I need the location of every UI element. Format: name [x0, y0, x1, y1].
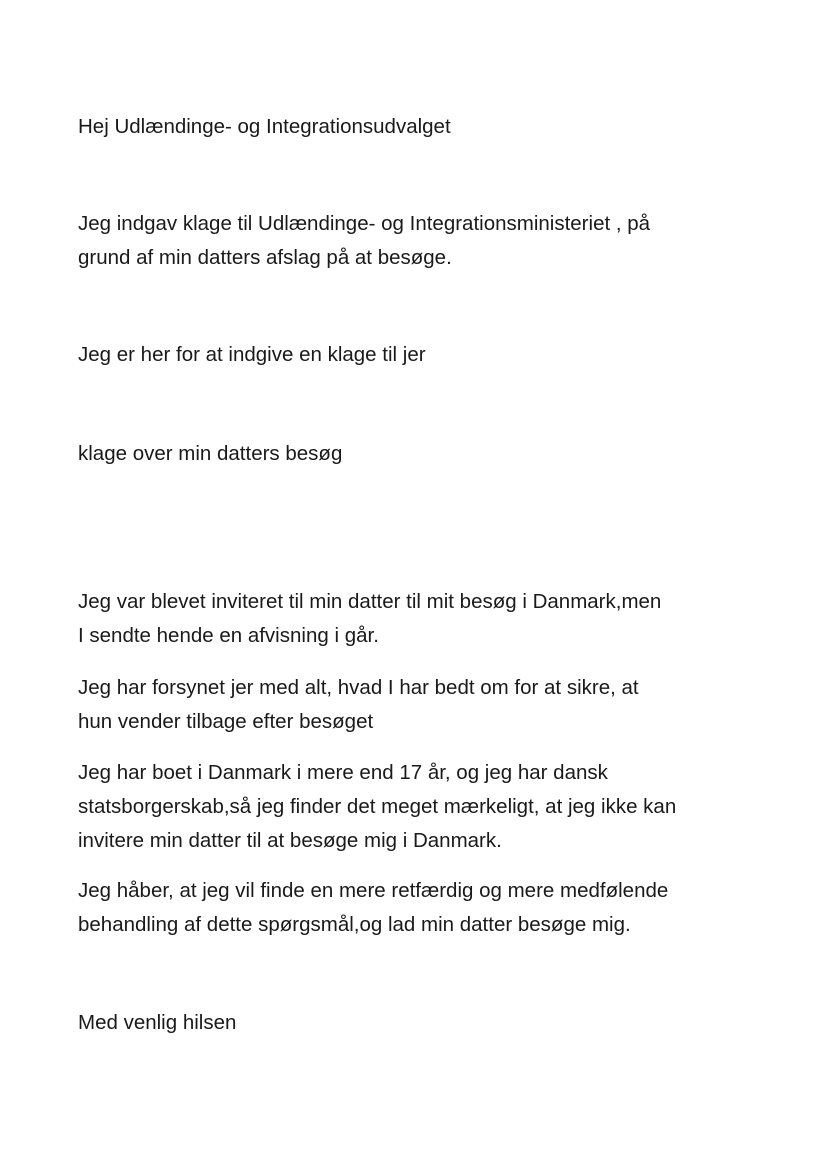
- paragraph-1-line-1: Jeg indgav klage til Udlændinge- og Integrationsministeriet , på: [78, 212, 651, 235]
- paragraph-1-line-2: grund af min datters afslag på at besøge.: [78, 246, 452, 269]
- paragraph-4-line-1: Jeg var blevet inviteret til min datter til mit besøg i Danmark,men: [78, 590, 662, 613]
- paragraph-7-line-2: behandling af dette spørgsmål,og lad min datter besøge mig.: [78, 913, 631, 936]
- greeting: Hej Udlændinge- og Integrationsudvalget: [78, 115, 451, 138]
- paragraph-6-line-3: invitere min datter til at besøge mig i Danmark.: [78, 829, 502, 852]
- paragraph-3: klage over min datters besøg: [78, 442, 343, 465]
- paragraph-5-line-2: hun vender tilbage efter besøget: [78, 710, 374, 733]
- paragraph-5-line-1: Jeg har forsynet jer med alt, hvad I har bedt om for at sikre, at: [78, 676, 639, 699]
- paragraph-4-line-2: I sendte hende en afvisning i går.: [78, 624, 379, 647]
- closing: Med venlig hilsen: [78, 1011, 237, 1034]
- paragraph-2: Jeg er her for at indgive en klage til jer: [78, 343, 426, 366]
- paragraph-7-line-1: Jeg håber, at jeg vil finde en mere retfærdig og mere medfølende: [78, 879, 669, 902]
- paragraph-6-line-1: Jeg har boet i Danmark i mere end 17 år, og jeg har dansk: [78, 761, 608, 784]
- paragraph-6-line-2: statsborgerskab,så jeg finder det meget mærkeligt, at jeg ikke kan: [78, 795, 677, 818]
